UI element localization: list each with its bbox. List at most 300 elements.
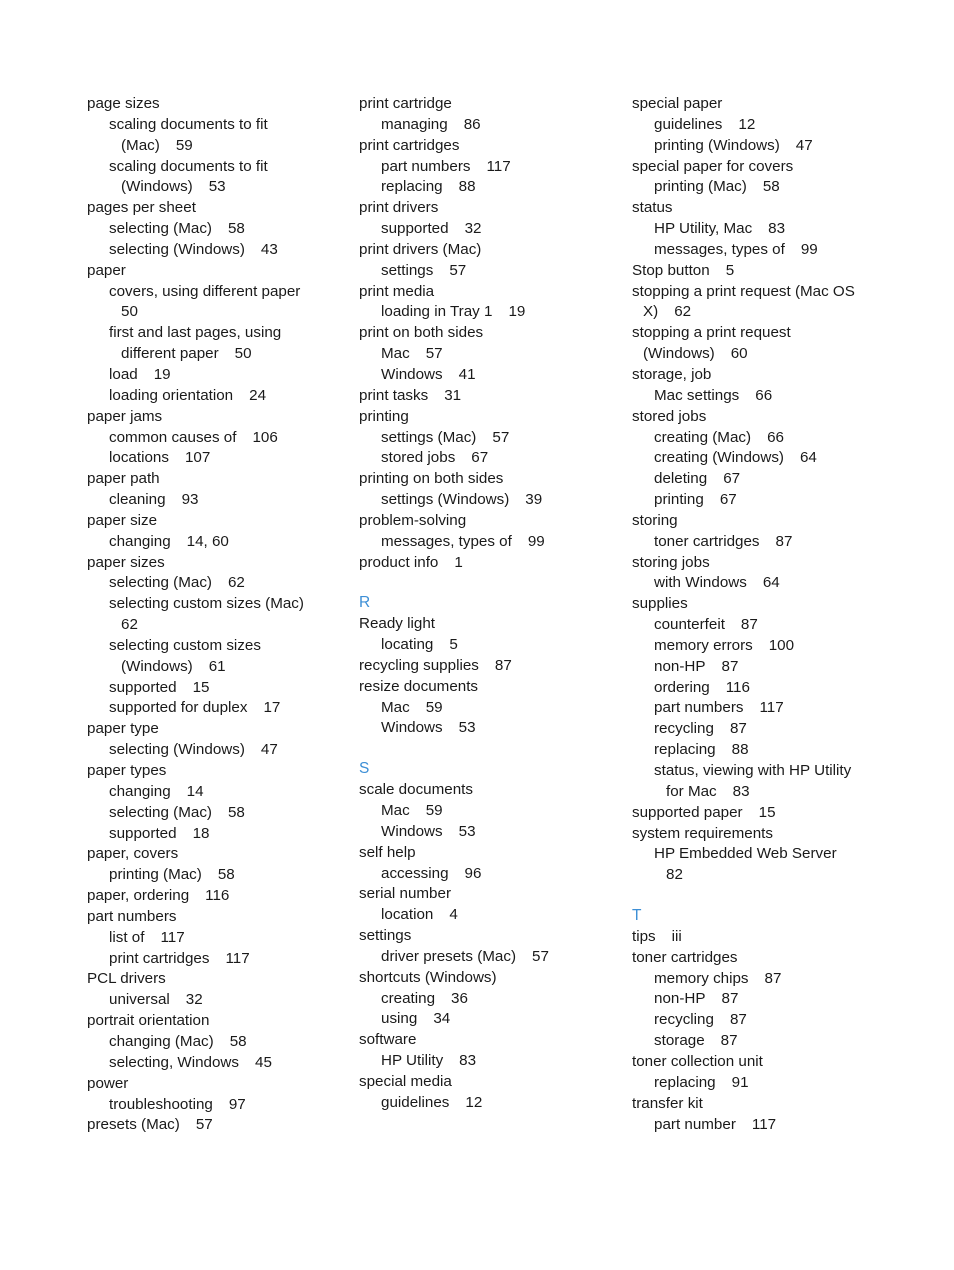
index-subentry	[632, 740, 892, 761]
index-term: self help	[359, 843, 416, 861]
index-page-ref: 99	[800, 240, 818, 258]
index-page-ref: 59	[425, 698, 443, 716]
index-entry	[632, 198, 892, 219]
index-term: presets (Mac)	[87, 1116, 180, 1134]
index-letter-heading: S	[359, 760, 370, 778]
index-term: recycling	[654, 1011, 714, 1029]
index-term: print cartridges	[109, 949, 210, 967]
index-subentry	[87, 615, 347, 636]
index-term: scaling documents to fit	[109, 157, 268, 175]
index-subentry	[87, 365, 347, 386]
index-term: selecting (Mac)	[109, 803, 212, 821]
index-page-ref: 57	[449, 261, 467, 279]
index-entry	[359, 511, 619, 532]
index-term: problem-solving	[359, 511, 467, 529]
index-term: non-HP	[654, 657, 706, 675]
index-term: counterfeit	[654, 616, 725, 634]
index-entry	[87, 1115, 347, 1136]
index-page-ref: 59	[425, 802, 443, 819]
index-subentry	[87, 698, 347, 719]
index-entry	[87, 1074, 347, 1095]
index-term: creating (Mac)	[654, 428, 752, 446]
index-term: shortcuts (Windows)	[359, 968, 497, 986]
index-page-ref: 88	[458, 178, 476, 196]
index-page-ref: 91	[731, 1073, 749, 1091]
index-entry	[632, 927, 892, 948]
index-term: common causes of	[109, 428, 237, 446]
index-page-ref: 4	[449, 906, 458, 924]
index-term: supported	[109, 678, 177, 696]
index-term: (Windows)	[121, 178, 193, 196]
index-term: settings (Mac)	[381, 428, 477, 446]
index-term: supplies	[632, 595, 688, 613]
index-term: PCL drivers	[87, 970, 166, 988]
index-subentry	[87, 824, 347, 845]
index-term: replacing	[654, 741, 716, 759]
index-term: selecting custom sizes (Mac)	[109, 595, 304, 613]
index-page-ref: 39	[525, 491, 543, 509]
index-page-ref: 100	[768, 636, 795, 654]
index-term: creating (Windows)	[654, 449, 784, 467]
index-page-ref: 87	[720, 1032, 738, 1050]
index-entry	[359, 677, 619, 698]
index-entry	[632, 1052, 892, 1073]
index-page-ref: 57	[425, 345, 443, 363]
index-entry	[359, 614, 619, 635]
index-term: supported	[381, 220, 449, 238]
index-subentry	[632, 761, 892, 782]
index-entry	[359, 553, 619, 574]
index-entry	[87, 761, 347, 782]
index-entry	[632, 803, 892, 824]
index-entry	[632, 94, 892, 115]
index-page-ref: 57	[492, 428, 510, 446]
index-entry	[87, 719, 347, 740]
index-entry	[632, 365, 892, 386]
index-term: 62	[121, 616, 138, 634]
index-page-ref: 117	[751, 1115, 777, 1133]
index-term: stopping a print request	[632, 324, 791, 342]
index-page-ref: 116	[725, 678, 750, 696]
index-page-ref: iii	[671, 927, 682, 945]
index-entry	[87, 94, 347, 115]
index-term: Ready light	[359, 615, 435, 633]
index-subentry	[359, 1093, 619, 1114]
index-subentry	[87, 115, 347, 136]
index-page-ref: 60	[730, 345, 748, 363]
index-subentry	[632, 615, 892, 636]
index-entry	[87, 907, 347, 928]
index-term: troubleshooting	[109, 1095, 213, 1113]
index-term: scaling documents to fit	[109, 115, 268, 133]
index-subentry	[87, 1053, 347, 1074]
index-subentry	[632, 177, 892, 198]
index-page-ref: 36	[451, 989, 468, 1007]
index-subentry	[632, 136, 892, 157]
index-subentry	[87, 678, 347, 699]
index-term: resize documents	[359, 677, 479, 695]
index-entry	[87, 553, 347, 574]
index-term: Stop button	[632, 261, 710, 279]
index-subentry	[359, 219, 619, 240]
index-entry	[359, 407, 619, 428]
index-term: stored jobs	[381, 449, 456, 467]
index-page-ref: 14	[186, 782, 204, 800]
index-term: storing	[632, 511, 678, 529]
index-entry	[87, 511, 347, 532]
index-page-ref: 67	[719, 491, 737, 509]
index-term: locating	[381, 636, 434, 654]
index-term: toner cartridges	[654, 532, 760, 550]
index-term: print media	[359, 282, 435, 300]
index-page-ref: 97	[228, 1095, 246, 1113]
index-term: supported	[109, 824, 177, 842]
index-page-ref: 53	[458, 719, 476, 737]
index-page-ref: 87	[775, 532, 793, 550]
index-entry	[87, 407, 347, 428]
index-term: special paper for covers	[632, 157, 794, 175]
index-term: paper types	[87, 762, 167, 779]
index-term: printing (Mac)	[109, 866, 202, 884]
index-column-1	[87, 94, 347, 1136]
index-term: software	[359, 1031, 417, 1049]
index-term: 50	[121, 303, 138, 321]
index-subentry	[87, 177, 347, 198]
index-page-ref: 87	[729, 720, 747, 738]
index-entry	[359, 656, 619, 677]
index-term: paper size	[87, 511, 158, 529]
index-term: changing	[109, 782, 171, 800]
index-subentry	[359, 864, 619, 885]
index-subentry	[359, 822, 619, 843]
index-term: 82	[666, 866, 683, 884]
index-term: replacing	[654, 1073, 716, 1091]
index-subentry	[632, 969, 892, 990]
index-term: guidelines	[381, 1093, 450, 1111]
index-subentry	[359, 635, 619, 656]
index-subentry	[359, 801, 619, 822]
index-term: memory chips	[654, 969, 749, 987]
index-subentry	[632, 386, 892, 407]
index-term: transfer kit	[632, 1094, 703, 1112]
index-entry	[359, 282, 619, 303]
index-entry	[632, 407, 892, 428]
index-subentry	[359, 905, 619, 926]
index-entry	[359, 926, 619, 947]
index-subentry	[87, 803, 347, 824]
index-page-ref: 58	[227, 803, 245, 821]
index-term: part numbers	[87, 907, 177, 925]
index-term: HP Embedded Web Server	[654, 845, 837, 863]
index-term: using	[381, 1010, 418, 1028]
index-subentry	[632, 115, 892, 136]
index-subentry	[632, 865, 892, 886]
index-term: messages, types of	[654, 240, 785, 258]
index-entry	[359, 136, 619, 157]
index-term: with Windows	[654, 574, 747, 592]
index-term: ordering	[654, 678, 710, 696]
index-subentry	[359, 302, 619, 323]
index-page-ref: 87	[764, 969, 782, 987]
index-entry	[632, 511, 892, 532]
index-term: print drivers	[359, 199, 439, 217]
index-subentry	[87, 1095, 347, 1116]
index-subentry	[632, 719, 892, 740]
index-subentry	[87, 302, 347, 323]
index-entry	[632, 1094, 892, 1115]
index-term: loading orientation	[109, 386, 234, 404]
index-page-ref: 58	[227, 220, 245, 238]
index-term: Mac settings	[654, 386, 740, 404]
index-term: printing	[654, 491, 704, 509]
index-term: changing (Mac)	[109, 1032, 214, 1050]
index-subentry	[87, 428, 347, 449]
index-subentry	[87, 386, 347, 407]
index-entry	[359, 1072, 619, 1093]
index-term: HP Utility	[381, 1052, 444, 1070]
index-subentry	[87, 448, 347, 469]
index-page-ref: 117	[225, 949, 250, 967]
index-entry	[359, 968, 619, 989]
index-page-ref: 5	[449, 636, 458, 654]
index-subentry	[632, 469, 892, 490]
index-entry	[87, 261, 347, 282]
index-page-ref: 64	[799, 449, 817, 467]
index-term: locations	[109, 449, 169, 467]
index-term: paper type	[87, 720, 159, 738]
index-term: settings (Windows)	[381, 491, 510, 509]
index-page-ref: 14, 60	[186, 532, 229, 550]
index-subentry	[632, 782, 892, 803]
index-term: status, viewing with HP Utility	[654, 762, 852, 779]
index-term: pages per sheet	[87, 199, 196, 217]
index-page-ref: 88	[731, 741, 749, 759]
index-page-ref: 53	[208, 178, 226, 196]
index-page-ref: 59	[175, 136, 193, 154]
index-letter-heading: R	[359, 594, 371, 612]
index-subentry	[87, 657, 347, 678]
index-subentry	[359, 344, 619, 365]
index-page-ref: 19	[153, 365, 171, 383]
index-subentry	[87, 928, 347, 949]
index-term: special paper	[632, 95, 723, 112]
index-term: creating	[381, 989, 436, 1007]
index-term: memory errors	[654, 636, 753, 654]
index-subentry	[632, 344, 892, 365]
index-term: storing jobs	[632, 553, 710, 571]
index-subentry	[87, 1032, 347, 1053]
index-page-ref: 87	[740, 616, 758, 634]
index-subentry	[87, 949, 347, 970]
index-page-ref: 96	[464, 864, 482, 882]
index-term: selecting (Windows)	[109, 240, 245, 258]
index-page-ref: 58	[762, 178, 780, 196]
index-term: print cartridges	[359, 136, 460, 154]
index-subentry	[632, 240, 892, 261]
index-page-ref: 18	[192, 824, 210, 842]
index-page-ref: 57	[532, 947, 549, 965]
index-page-ref: 66	[767, 428, 784, 446]
index-entry	[359, 198, 619, 219]
index-subentry	[632, 636, 892, 657]
index-page-ref: 50	[234, 345, 252, 363]
index-subentry	[359, 532, 619, 553]
index-term: Windows	[381, 719, 443, 737]
index-subentry	[359, 947, 619, 968]
index-page-ref: 17	[263, 699, 281, 717]
index-page-ref: 61	[208, 657, 226, 675]
index-term: printing	[359, 407, 409, 425]
index-page-ref: 67	[723, 470, 741, 488]
index-page-ref: 107	[184, 449, 211, 467]
index-page-ref: 66	[755, 386, 773, 404]
index-page-ref: 58	[229, 1032, 247, 1050]
index-page-ref: 86	[463, 115, 481, 133]
index-term: (Windows)	[643, 345, 715, 363]
index-subentry	[359, 490, 619, 511]
index-subentry	[87, 865, 347, 886]
index-term: first and last pages, using	[109, 324, 282, 342]
index-subentry	[87, 240, 347, 261]
index-term: for Mac	[666, 782, 717, 800]
index-term: stored jobs	[632, 407, 707, 425]
index-column-3	[632, 94, 892, 1135]
index-page-ref: 47	[795, 136, 813, 154]
index-term: serial number	[359, 885, 452, 903]
index-page-ref: 45	[255, 1053, 272, 1071]
index-subentry	[632, 302, 892, 323]
index-page-ref: 24	[249, 386, 267, 404]
index-subentry	[87, 157, 347, 178]
index-page-ref: 32	[185, 991, 203, 1009]
index-page-ref: 106	[252, 428, 278, 446]
index-entry	[87, 198, 347, 219]
index-column-2	[359, 94, 619, 1114]
index-term: universal	[109, 991, 170, 1009]
index-subentry	[87, 219, 347, 240]
index-term: load	[109, 365, 138, 383]
index-page-ref: 12	[738, 115, 756, 133]
index-subentry	[359, 115, 619, 136]
index-page-ref: 32	[464, 220, 482, 238]
index-entry	[87, 1011, 347, 1032]
index-term: recycling supplies	[359, 656, 479, 674]
index-term: deleting	[654, 470, 708, 488]
index-subentry	[632, 1073, 892, 1094]
index-subentry	[87, 594, 347, 615]
index-entry	[632, 553, 892, 574]
index-term: driver presets (Mac)	[381, 947, 517, 965]
index-subentry	[87, 990, 347, 1011]
index-term: managing	[381, 115, 448, 133]
index-page-ref: 62	[227, 574, 245, 592]
index-subentry	[632, 1115, 892, 1136]
index-entry	[359, 843, 619, 864]
index-term: Mac	[381, 802, 410, 819]
index-term: HP Utility, Mac	[654, 220, 753, 238]
index-subentry	[632, 657, 892, 678]
index-term: selecting, Windows	[109, 1053, 239, 1071]
index-term: Windows	[381, 822, 443, 840]
index-subentry	[632, 678, 892, 699]
index-subentry	[359, 989, 619, 1010]
index-page-ref: 31	[444, 386, 462, 404]
index-term: print cartridge	[359, 95, 452, 112]
index-term: paper path	[87, 470, 160, 488]
index-term: paper jams	[87, 407, 163, 425]
index-term: (Windows)	[121, 657, 193, 675]
index-subentry	[359, 698, 619, 719]
index-page-ref: 5	[725, 261, 735, 279]
index-page-ref: 117	[759, 699, 784, 717]
index-page-ref: 64	[762, 574, 780, 592]
index-page-ref: 19	[508, 303, 526, 321]
index-page-ref: 87	[729, 1011, 747, 1029]
index-subentry	[632, 989, 892, 1010]
index-subentry	[359, 1051, 619, 1072]
index-term: settings	[359, 927, 412, 945]
index-page-ref: 117	[160, 928, 185, 946]
index-subentry	[359, 428, 619, 449]
index-page-ref: 83	[459, 1052, 477, 1070]
index-entry	[632, 948, 892, 969]
index-term: scale documents	[359, 781, 473, 799]
index-page-ref: 53	[458, 822, 476, 840]
index-term: X)	[643, 303, 659, 321]
index-term: list of	[109, 928, 145, 946]
index-entry	[359, 386, 619, 407]
index-subentry	[632, 428, 892, 449]
index-entry	[87, 969, 347, 990]
index-term: part numbers	[654, 699, 744, 717]
index-term: (Mac)	[121, 136, 160, 154]
index-entry	[87, 886, 347, 907]
index-subentry	[87, 532, 347, 553]
index-entry	[359, 780, 619, 801]
index-term: guidelines	[654, 115, 723, 133]
index-term: printing (Mac)	[654, 178, 747, 196]
index-subentry	[359, 1009, 619, 1030]
index-term: changing	[109, 532, 171, 550]
index-term: tips	[632, 927, 656, 945]
index-subentry	[359, 365, 619, 386]
index-entry	[359, 469, 619, 490]
index-term: replacing	[381, 178, 443, 196]
index-page-ref: 87	[721, 657, 739, 675]
index-page-ref: 99	[527, 532, 545, 550]
index-term: portrait orientation	[87, 1012, 210, 1030]
index-term: Windows	[381, 365, 443, 383]
index-term: Mac	[381, 345, 410, 363]
index-term: special media	[359, 1072, 452, 1090]
index-term: toner collection unit	[632, 1052, 763, 1070]
index-term: paper sizes	[87, 553, 165, 571]
index-subentry	[632, 1010, 892, 1031]
index-page-ref: 62	[674, 303, 692, 321]
index-term: product info	[359, 553, 439, 571]
index-subentry	[359, 157, 619, 178]
index-term: system requirements	[632, 824, 773, 842]
index-term: page sizes	[87, 95, 160, 112]
index-subentry	[87, 636, 347, 657]
index-term: part number	[654, 1115, 736, 1133]
index-page-ref: 67	[471, 449, 489, 467]
index-subentry	[359, 448, 619, 469]
index-page-ref: 116	[205, 887, 230, 905]
index-term: storage	[654, 1032, 705, 1050]
index-subentry	[87, 490, 347, 511]
index-entry	[359, 94, 619, 115]
